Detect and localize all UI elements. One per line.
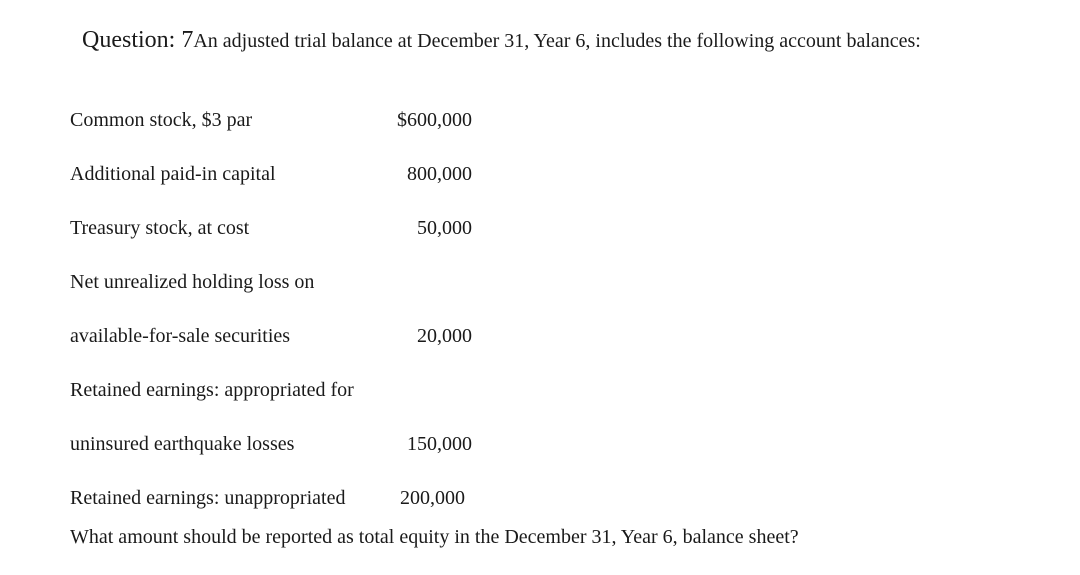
account-amount-common-stock: $600,000: [397, 109, 472, 131]
question-prompt: An adjusted trial balance at December 31, Year 6, includes the following account balances:: [193, 30, 921, 52]
account-label-treasury-stock: Treasury stock, at cost: [70, 217, 250, 239]
account-label-apic: Additional paid-in capital: [70, 163, 276, 185]
account-label-re-appropriated-line2: uninsured earthquake losses: [70, 433, 295, 455]
account-label-unrealized-loss-line1: Net unrealized holding loss on: [70, 271, 315, 293]
account-label-common-stock: Common stock, $3 par: [70, 109, 253, 131]
account-amount-re-appropriated: 150,000: [407, 433, 472, 455]
account-label-re-appropriated-line1: Retained earnings: appropriated for: [70, 379, 354, 401]
account-label-re-unappropriated: Retained earnings: unappropriated: [70, 487, 346, 509]
account-amount-apic: 800,000: [407, 163, 472, 185]
final-question: What amount should be reported as total equity in the December 31, Year 6, balance sheet?: [70, 526, 799, 548]
account-label-unrealized-loss-line2: available-for-sale securities: [70, 325, 291, 347]
account-amount-treasury-stock: 50,000: [417, 217, 472, 239]
question-number: Question: 7: [82, 27, 194, 53]
question-title: [82, 28, 921, 52]
account-amount-unrealized-loss: 20,000: [417, 325, 472, 347]
account-amount-re-unappropriated: 200,000: [400, 487, 465, 509]
